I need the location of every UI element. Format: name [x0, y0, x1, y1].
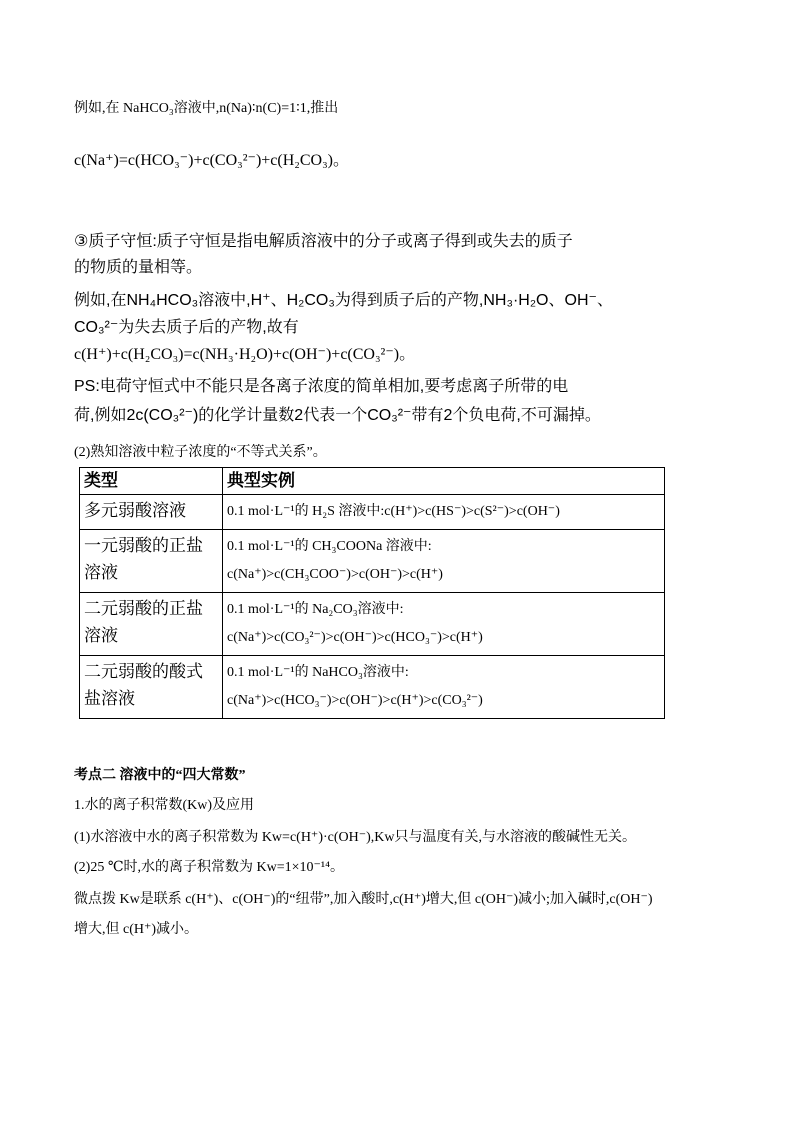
- row-example-line: 0.1 mol·L⁻¹的 Na₂CO₃溶液中:: [227, 602, 404, 617]
- table-row: [80, 656, 665, 719]
- charge-balance-equation: c(Na⁺)=c(HCO₃⁻)+c(CO₃²⁻)+c(H₂CO₃)。: [74, 152, 349, 169]
- header-example: 典型实例: [223, 468, 665, 495]
- concentration-inequality-table: [79, 467, 665, 719]
- row-type-line: 溶液: [84, 626, 118, 646]
- proton-example-line2: CO₃²⁻为失去质子后的产物,故有: [74, 319, 299, 336]
- section2-item1-2: (2)25 ℃时,水的离子积常数为 Kw=1×10⁻¹⁴。: [74, 860, 344, 875]
- table-row: [80, 530, 665, 593]
- row-type-line: 一元弱酸的正盐: [84, 536, 203, 556]
- ps-note-line1: PS:电荷守恒式中不能只是各离子浓度的简单相加,要考虑离子所带的电: [74, 378, 569, 395]
- row-type-cell: [80, 593, 223, 656]
- section2-item1: 1.水的离子积常数(Kw)及应用: [74, 798, 255, 813]
- row-type-cell: [80, 530, 223, 593]
- proton-conservation-def-line1: ③质子守恒:质子守恒是指电解质溶液中的分子或离子得到或失去的质子: [74, 233, 573, 250]
- tip-line1: 微点拨 Kw是联系 c(H⁺)、c(OH⁻)的“纽带”,加入酸时,c(H⁺)增大,但 c(OH⁻)减小;加入碱时,c(OH⁻): [74, 892, 653, 907]
- row-example-line: c(Na⁺)>c(HCO₃⁻)>c(OH⁻)>c(H⁺)>c(CO₃²⁻): [227, 693, 483, 708]
- row-type-line: 盐溶液: [84, 689, 135, 709]
- proton-balance-equation: c(H⁺)+c(H₂CO₃)=c(NH₃·H₂O)+c(OH⁻)+c(CO₃²⁻)。: [74, 346, 416, 363]
- header-type: 类型: [80, 468, 223, 495]
- row-type-cell: [80, 656, 223, 719]
- row-example-cell: [223, 495, 665, 530]
- row-example-cell: [223, 656, 665, 719]
- row-example-line: 0.1 mol·L⁻¹的 NaHCO₃溶液中:: [227, 665, 409, 680]
- tip-line2: 增大,但 c(H⁺)减小。: [74, 922, 199, 937]
- ps-note-line2: 荷,例如2c(CO₃²⁻)的化学计量数2代表一个CO₃²⁻带有2个负电荷,不可漏掉。: [74, 407, 601, 424]
- row-example-cell: [223, 593, 665, 656]
- example-line: 例如,在 NaHCO₃溶液中,n(Na)∶n(C)=1∶1,推出: [74, 101, 339, 116]
- row-type-line: 多元弱酸溶液: [84, 501, 186, 521]
- row-type-line: 二元弱酸的酸式: [84, 662, 203, 682]
- row-type-line: 溶液: [84, 563, 118, 583]
- section2-heading: 考点二 溶液中的“四大常数”: [74, 768, 246, 783]
- row-example-line: 0.1 mol·L⁻¹的 H₂S 溶液中:c(H⁺)>c(HS⁻)>c(S²⁻)>c(OH⁻): [227, 504, 560, 519]
- proton-example-line1: 例如,在NH₄HCO₃溶液中,H⁺、H₂CO₃为得到质子后的产物,NH₃·H₂O、OH⁻、: [74, 292, 613, 309]
- proton-conservation-def-line2: 的物质的量相等。: [74, 259, 203, 276]
- row-type-cell: [80, 495, 223, 530]
- table-row: [80, 495, 665, 530]
- section2-item1-1: (1)水溶液中水的离子积常数为 Kw=c(H⁺)·c(OH⁻),Kw只与温度有关,与水溶液的酸碱性无关。: [74, 830, 637, 845]
- row-example-line: c(Na⁺)>c(CH₃COO⁻)>c(OH⁻)>c(H⁺): [227, 567, 443, 582]
- row-example-line: 0.1 mol·L⁻¹的 CH₃COONa 溶液中:: [227, 539, 432, 554]
- inequality-title: (2)熟知溶液中粒子浓度的“不等式关系”。: [74, 445, 327, 460]
- row-example-cell: [223, 530, 665, 593]
- row-example-line: c(Na⁺)>c(CO₃²⁻)>c(OH⁻)>c(HCO₃⁻)>c(H⁺): [227, 630, 483, 645]
- table-header-row: [80, 468, 665, 495]
- table-row: [80, 593, 665, 656]
- row-type-line: 二元弱酸的正盐: [84, 599, 203, 619]
